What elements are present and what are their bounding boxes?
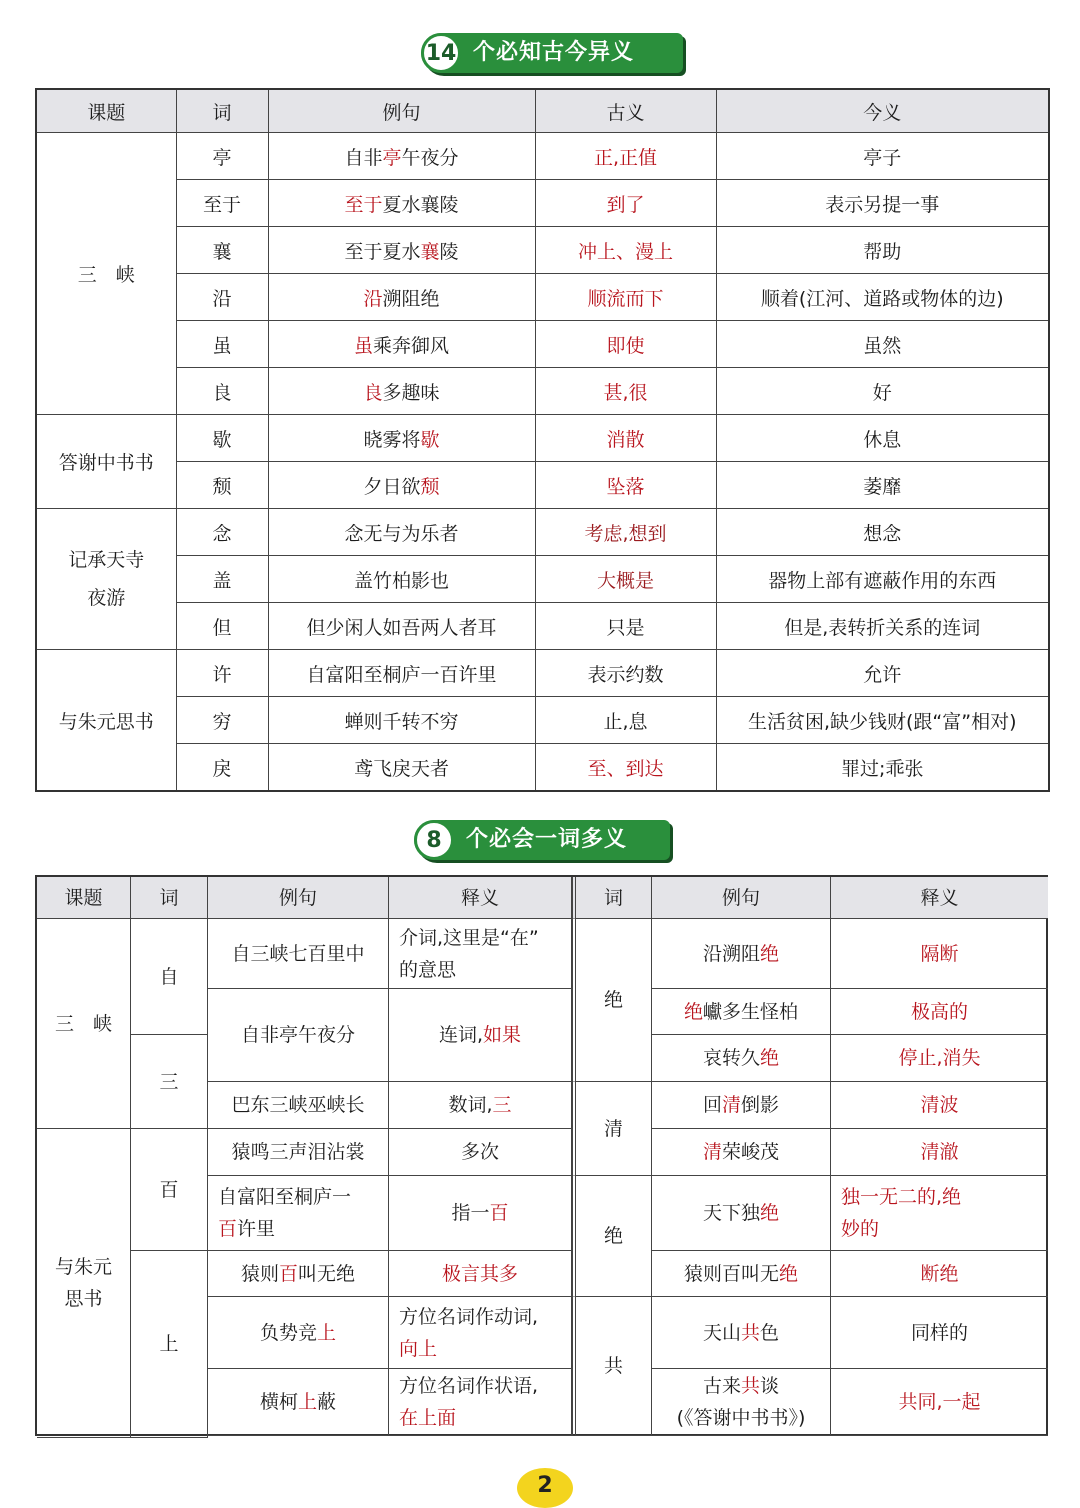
word-cell: 戾 (176, 744, 268, 792)
section2-number: 8 (414, 820, 454, 860)
word-cell: 许 (176, 650, 268, 697)
word-cell: 亭 (176, 133, 268, 180)
section1-number: 14 (421, 33, 461, 73)
header-meaning: 释义 (389, 877, 572, 919)
table-row (36, 227, 1049, 274)
word-cell: 颓 (176, 462, 268, 509)
section1-banner (421, 33, 683, 73)
meaning-cell-right: 极高的 (831, 989, 1048, 1035)
header-example: 例句 (208, 877, 389, 919)
example-cell-right: 天下独绝 (652, 1176, 831, 1251)
old-meaning-cell: 止,息 (535, 697, 716, 744)
table-row (36, 415, 1049, 462)
modern-meaning-cell: 帮助 (716, 227, 1049, 274)
meaning-cell: 极言其多 (389, 1251, 572, 1297)
section1-title: 个必知古今异义 (473, 40, 635, 65)
lesson-cell: 记承天寺 夜游 (36, 509, 176, 650)
modern-meaning-cell: 罪过;乖张 (716, 744, 1049, 792)
word-cell: 虽 (176, 321, 268, 368)
word-cell: 但 (176, 603, 268, 650)
example-cell-right: 回清倒影 (652, 1082, 831, 1129)
lesson-cell: 与朱元 思书 (37, 1129, 131, 1438)
lesson-cell: 与朱元思书 (36, 650, 176, 792)
modern-meaning-cell: 生活贫困,缺少钱财(跟“富”相对) (716, 697, 1049, 744)
modern-meaning-cell: 萎靡 (716, 462, 1049, 509)
modern-meaning-cell: 想念 (716, 509, 1049, 556)
word-cell-right: 共 (572, 1297, 652, 1436)
word-cell: 襄 (176, 227, 268, 274)
table-row (36, 321, 1049, 368)
old-meaning-cell: 只是 (535, 603, 716, 650)
example-cell: 蝉则千转不穷 (268, 697, 535, 744)
table-row (36, 697, 1049, 744)
table-row (36, 509, 1049, 556)
table-row (36, 603, 1049, 650)
word-cell-right: 绝 (572, 1176, 652, 1297)
word-cell: 自 (131, 919, 208, 1035)
example-cell-right: 猿则百叫无绝 (652, 1251, 831, 1297)
word-cell: 念 (176, 509, 268, 556)
modern-meaning-cell: 器物上部有遮蔽作用的东西 (716, 556, 1049, 603)
modern-meaning-cell: 表示另提一事 (716, 180, 1049, 227)
meaning-cell-right: 停止,消失 (831, 1035, 1048, 1082)
example-cell: 虽乘奔御风 (268, 321, 535, 368)
meaning-cell-right: 独一无二的,绝 妙的 (831, 1176, 1048, 1251)
header-lesson: 课题 (37, 877, 131, 919)
old-meaning-cell: 顺流而下 (535, 274, 716, 321)
example-cell: 巴东三峡巫峡长 (208, 1082, 389, 1129)
modern-meaning-cell: 亭子 (716, 133, 1049, 180)
header-example-right: 例句 (652, 877, 831, 919)
example-cell: 猿鸣三声泪沾裳 (208, 1129, 389, 1176)
old-meaning-cell: 表示约数 (535, 650, 716, 697)
example-cell: 鸢飞戾天者 (268, 744, 535, 792)
header-lesson: 课题 (36, 89, 176, 133)
example-cell: 自富阳至桐庐一百许里 (268, 650, 535, 697)
meaning-cell: 连词,如果 (389, 989, 572, 1082)
meaning-cell-right: 共同,一起 (831, 1369, 1048, 1436)
polysemy-table-grid (35, 875, 1048, 1436)
example-cell: 自三峡七百里中 (208, 919, 389, 989)
meaning-cell-right: 隔断 (831, 919, 1048, 989)
table-row (36, 462, 1049, 509)
modern-meaning-cell: 顺着(江河、道路或物体的边) (716, 274, 1049, 321)
meaning-cell: 指一百 (389, 1176, 572, 1251)
example-cell: 自非亭午夜分 (208, 989, 389, 1082)
example-cell: 夕日欲颓 (268, 462, 535, 509)
table-row (36, 133, 1049, 180)
modern-meaning-cell: 但是,表转折关系的连词 (716, 603, 1049, 650)
example-cell-right: 哀转久绝 (652, 1035, 831, 1082)
example-cell: 自非亭午夜分 (268, 133, 535, 180)
example-cell-right: 清荣峻茂 (652, 1129, 831, 1176)
meaning-cell-right: 清澈 (831, 1129, 1048, 1176)
word-cell: 良 (176, 368, 268, 415)
example-cell: 晓雾将歇 (268, 415, 535, 462)
header-word-right: 词 (572, 877, 652, 919)
word-cell: 百 (131, 1129, 208, 1251)
word-cell: 三 (131, 1035, 208, 1129)
example-cell-right: 古来共谈 (《答谢中书书》) (652, 1369, 831, 1436)
meaning-cell: 介词,这里是“在” 的意思 (389, 919, 572, 989)
header-meaning-right: 释义 (831, 877, 1048, 919)
table-row (36, 180, 1049, 227)
word-cell: 至于 (176, 180, 268, 227)
meaning-cell: 多次 (389, 1129, 572, 1176)
old-meaning-cell: 坠落 (535, 462, 716, 509)
page-number-badge: 2 (517, 1468, 573, 1508)
modern-meaning-cell: 好 (716, 368, 1049, 415)
old-meaning-cell: 大概是 (535, 556, 716, 603)
example-cell: 自富阳至桐庐一 百许里 (208, 1176, 389, 1251)
table-row (36, 368, 1049, 415)
word-cell: 盖 (176, 556, 268, 603)
old-meaning-cell: 消散 (535, 415, 716, 462)
meaning-cell: 方位名词作状语, 在上面 (389, 1369, 572, 1436)
old-meaning-cell: 至、到达 (535, 744, 716, 792)
table-row (36, 556, 1049, 603)
modern-meaning-cell: 休息 (716, 415, 1049, 462)
word-cell: 穷 (176, 697, 268, 744)
example-cell: 良多趣味 (268, 368, 535, 415)
meaning-cell-right: 同样的 (831, 1297, 1048, 1369)
example-cell-right: 沿溯阻绝 (652, 919, 831, 989)
example-cell: 念无与为乐者 (268, 509, 535, 556)
ancient-modern-meaning-table (35, 88, 1050, 792)
example-cell: 至于夏水襄陵 (268, 180, 535, 227)
lesson-cell: 答谢中书书 (36, 415, 176, 509)
example-cell: 负势竞上 (208, 1297, 389, 1369)
lesson-cell: 三 峡 (37, 919, 131, 1129)
old-meaning-cell: 考虑,想到 (535, 509, 716, 556)
example-cell-right: 绝巘多生怪柏 (652, 989, 831, 1035)
example-cell: 至于夏水襄陵 (268, 227, 535, 274)
lesson-cell: 三 峡 (36, 133, 176, 415)
old-meaning-cell: 即使 (535, 321, 716, 368)
example-cell: 横柯上蔽 (208, 1369, 389, 1436)
table-header-row (36, 89, 1049, 133)
example-cell: 沿溯阻绝 (268, 274, 535, 321)
old-meaning-cell: 正,正值 (535, 133, 716, 180)
meaning-cell: 数词,三 (389, 1082, 572, 1129)
meaning-cell: 方位名词作动词, 向上 (389, 1297, 572, 1369)
word-cell-right: 绝 (572, 919, 652, 1082)
old-meaning-cell: 到了 (535, 180, 716, 227)
meaning-cell-right: 断绝 (831, 1251, 1048, 1297)
example-cell: 但少闲人如吾两人者耳 (268, 603, 535, 650)
table-row (36, 650, 1049, 697)
section2-banner (414, 820, 670, 860)
example-cell-right: 天山共色 (652, 1297, 831, 1369)
meaning-cell-right: 清波 (831, 1082, 1048, 1129)
old-meaning-cell: 冲上、漫上 (535, 227, 716, 274)
old-meaning-cell: 甚,很 (535, 368, 716, 415)
header-old-meaning: 古义 (535, 89, 716, 133)
table-row (36, 274, 1049, 321)
word-cell: 歇 (176, 415, 268, 462)
table-row (36, 744, 1049, 792)
word-cell-right: 清 (572, 1082, 652, 1176)
modern-meaning-cell: 允许 (716, 650, 1049, 697)
section2-title: 个必会一词多义 (466, 827, 628, 852)
example-cell: 盖竹柏影也 (268, 556, 535, 603)
modern-meaning-cell: 虽然 (716, 321, 1049, 368)
word-cell: 上 (131, 1251, 208, 1438)
example-cell: 猿则百叫无绝 (208, 1251, 389, 1297)
header-modern-meaning: 今义 (716, 89, 1049, 133)
header-word: 词 (176, 89, 268, 133)
header-example: 例句 (268, 89, 535, 133)
header-word: 词 (131, 877, 208, 919)
word-cell: 沿 (176, 274, 268, 321)
